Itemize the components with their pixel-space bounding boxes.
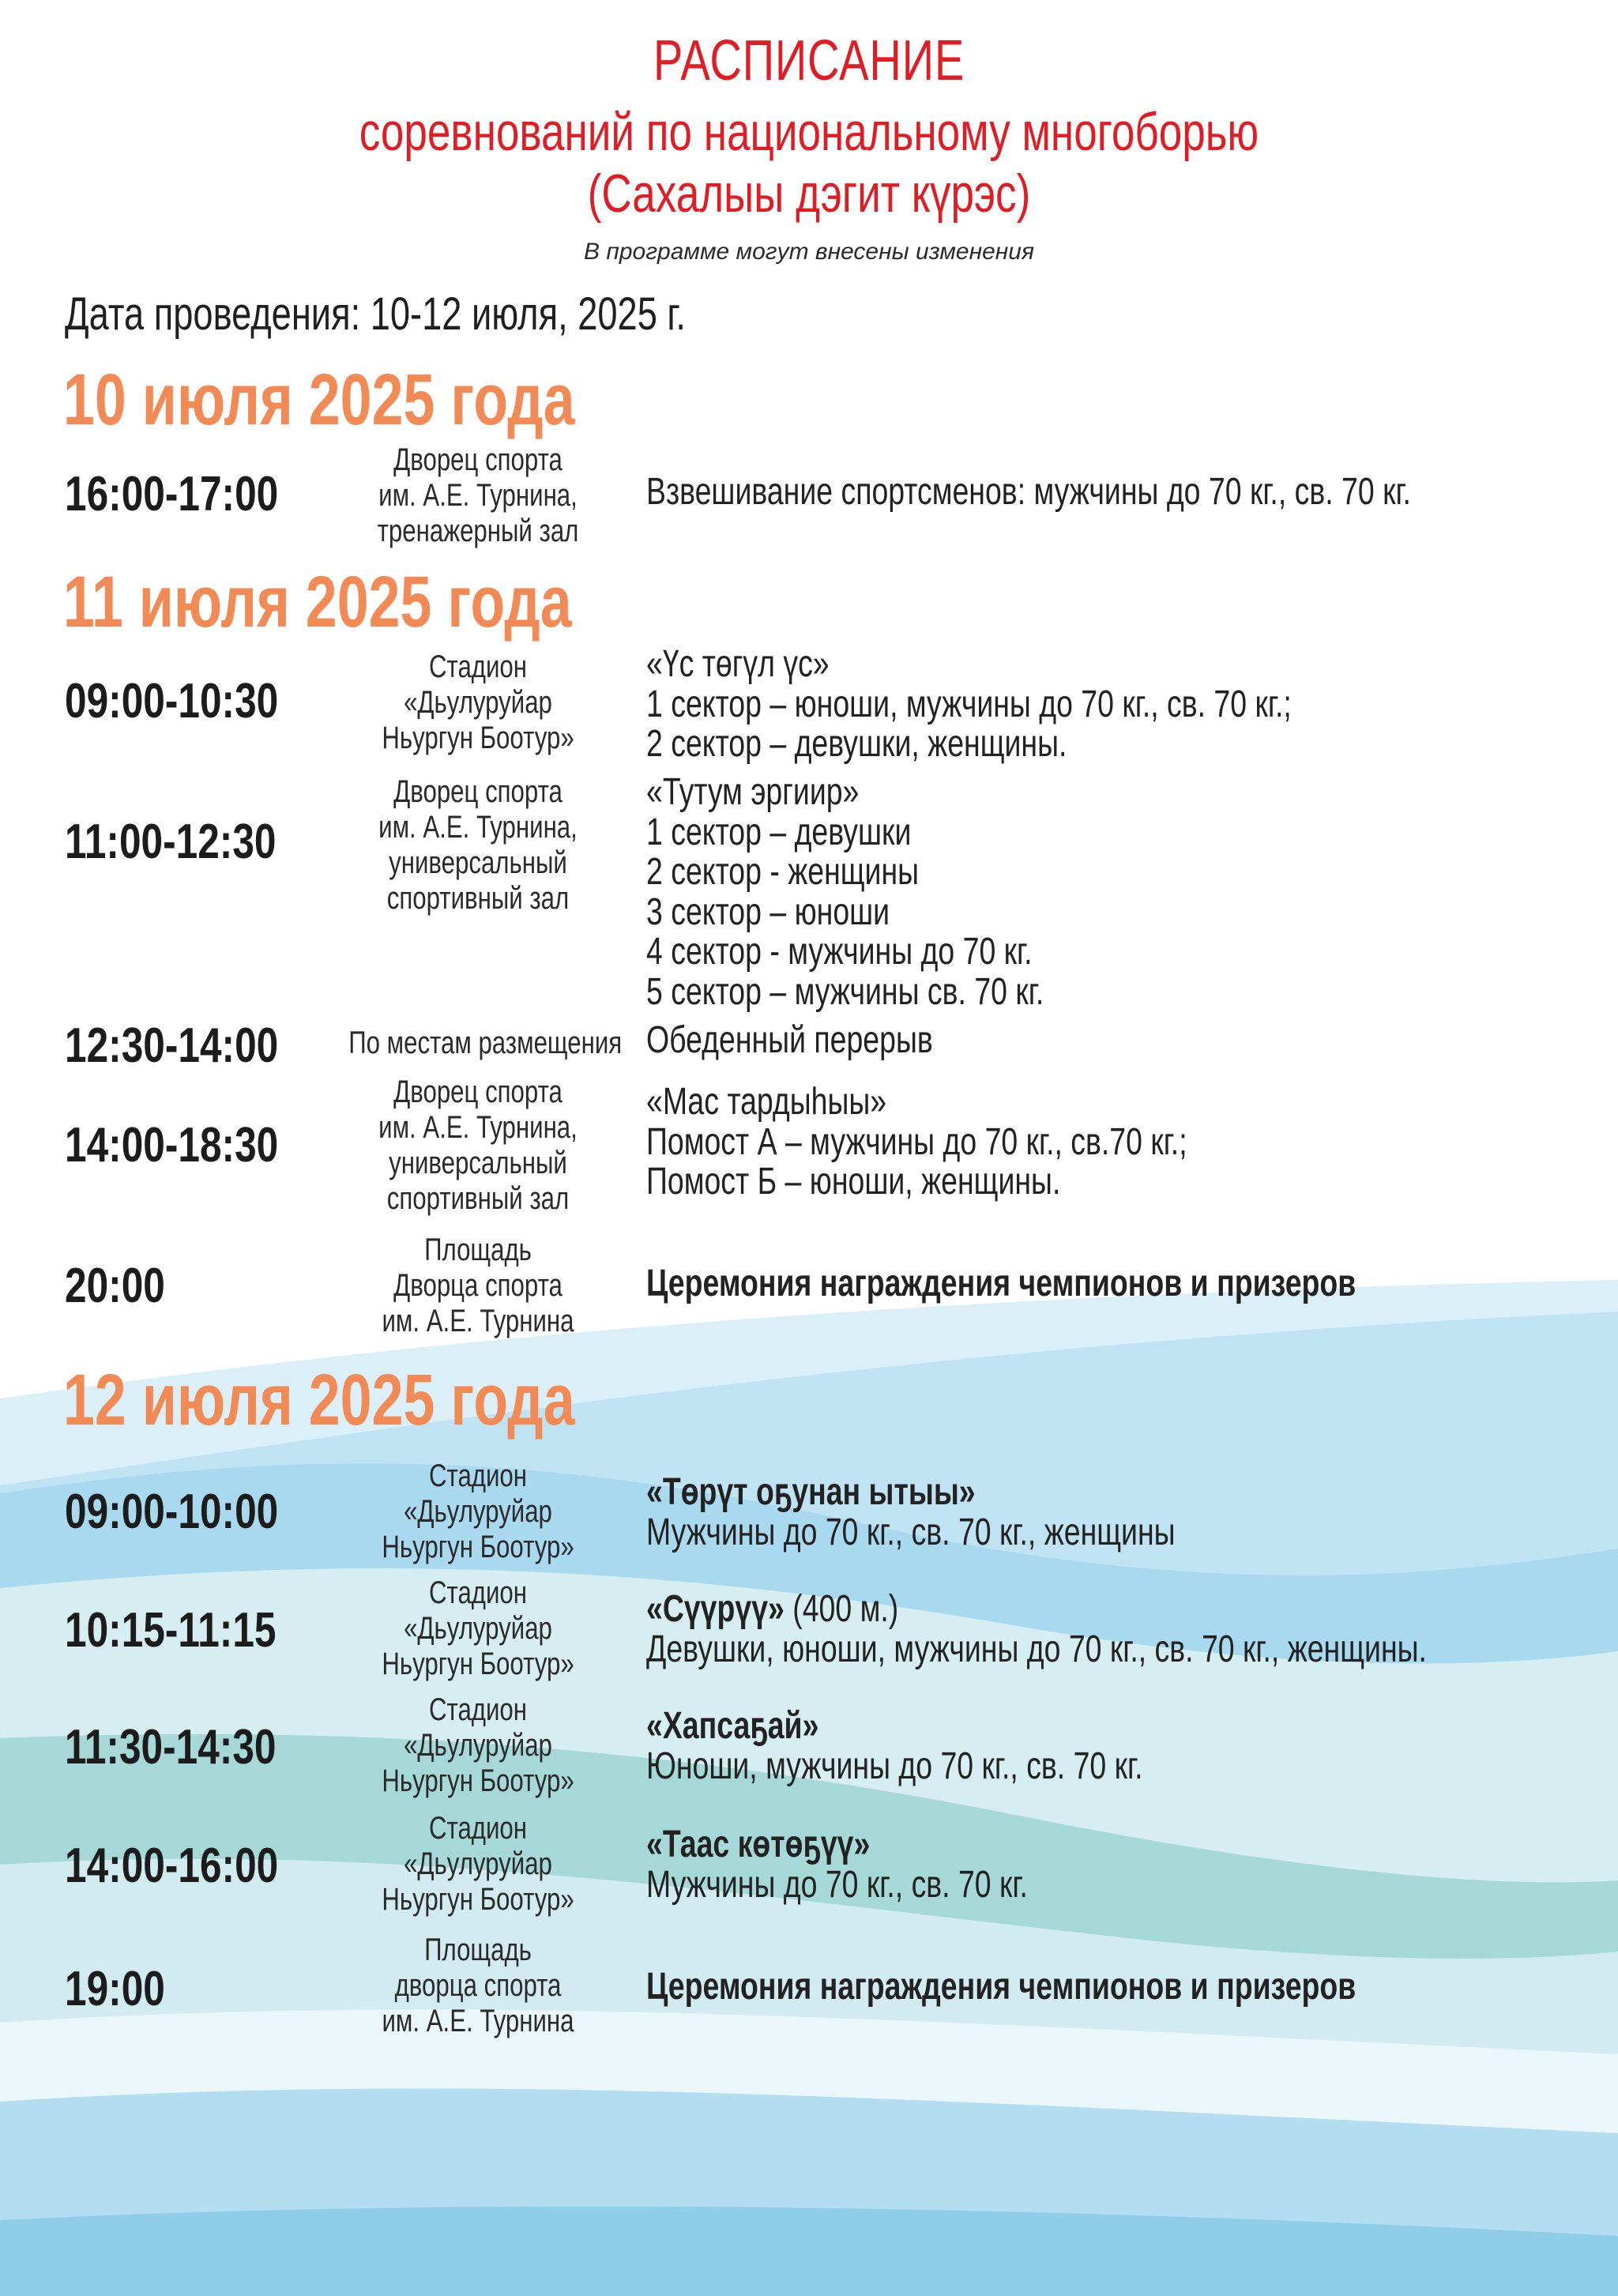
day-title: 11 июля 2025 года: [63, 562, 572, 642]
venue-line: тренажерный зал: [377, 514, 579, 548]
venue-line: Ньургун Боотур»: [382, 1530, 574, 1564]
venue-line: дворца спорта: [394, 1968, 562, 2003]
schedule-details: [646, 1264, 1356, 1304]
schedule-time: 14:00-16:00: [65, 1839, 279, 1893]
event-detail-line: Девушки, юноши, мужчины до 70 кг., св. 70 кг., женщины.: [646, 1628, 1427, 1670]
schedule-time: 20:00: [65, 1259, 165, 1313]
schedule-venue: [348, 649, 608, 756]
schedule-venue: [348, 442, 608, 549]
event-detail-line: 2 сектор – девушки, женщины.: [646, 723, 1067, 765]
schedule-time: 12:30-14:00: [65, 1018, 279, 1073]
venue-line: Стадион: [428, 1811, 528, 1846]
event-heading: [646, 1707, 1143, 1747]
event-heading: [646, 1473, 1176, 1513]
venue-line: По местам размещения: [348, 1026, 623, 1060]
venue-line: «Дьулуруйар: [404, 1846, 552, 1881]
schedule-time: 16:00-17:00: [65, 467, 279, 521]
venue-line: Стадион: [428, 1459, 528, 1493]
venue-line: Дворца спорта: [393, 1268, 563, 1303]
venue-line: им. А.Е. Турнина: [382, 2004, 574, 2038]
venue-line: им. А.Е. Турнина,: [378, 1110, 578, 1145]
event-detail-line: «Үс төгүл үс»: [646, 643, 830, 685]
event-detail-line: «Тутум эргиир»: [646, 771, 860, 813]
venue-line: «Дьулуруйар: [404, 685, 552, 720]
schedule-venue: [348, 774, 608, 917]
venue-line: Площадь: [424, 1933, 532, 1967]
schedule-time: 11:00-12:30: [65, 815, 277, 869]
event-heading-bold: «Сүүрүү»: [646, 1588, 785, 1630]
schedule-time: 09:00-10:00: [65, 1485, 279, 1539]
schedule-details: [646, 1473, 1176, 1553]
venue-line: Стадион: [428, 649, 528, 684]
schedule-venue: [348, 1692, 608, 1799]
event-detail-line: Помост Б – юноши, женщины.: [646, 1161, 1061, 1203]
schedule-venue: [348, 1933, 608, 2039]
venue-line: Дворец спорта: [393, 774, 563, 809]
changes-note: В программе могут внесены изменения: [584, 239, 1034, 265]
page-subtitle-yakut: (Сахалыы дэгит күрэс): [587, 164, 1031, 224]
schedule-details: [646, 645, 1292, 765]
event-detail-line: Взвешивание спортсменов: мужчины до 70 кг., св. 70 кг.: [646, 471, 1411, 513]
event-heading-bold: «Хапсаҕай»: [646, 1705, 819, 1747]
schedule-details: [646, 1021, 933, 1061]
event-heading: [646, 1825, 1028, 1865]
venue-line: Ньургун Боотур»: [382, 1882, 574, 1917]
day-title: 12 июля 2025 года: [63, 1360, 575, 1440]
venue-line: «Дьулуруйар: [404, 1494, 552, 1529]
event-heading: [646, 1590, 1427, 1630]
event-heading-bold: «Таас көтөҕүү»: [646, 1824, 871, 1865]
schedule-time: 10:15-11:15: [65, 1603, 277, 1658]
event-heading-bold: Церемония награждения чемпионов и призеров: [646, 1966, 1356, 2008]
event-detail-line: Мужчины до 70 кг., св. 70 кг., женщины: [646, 1511, 1176, 1553]
venue-line: им. А.Е. Турнина: [382, 1304, 574, 1338]
event-heading-bold: Церемония награждения чемпионов и призеров: [646, 1263, 1356, 1304]
schedule-details: [646, 1082, 1187, 1203]
schedule-details: [646, 1825, 1028, 1905]
venue-line: Ньургун Боотур»: [382, 721, 574, 755]
venue-line: Стадион: [428, 1692, 528, 1727]
venue-line: Стадион: [428, 1575, 528, 1610]
event-detail-line: 5 сектор – мужчины св. 70 кг.: [646, 970, 1044, 1013]
schedule-time: 19:00: [65, 1962, 165, 2016]
event-dates: Дата проведения: 10-12 июля, 2025 г.: [65, 288, 686, 340]
event-detail-line: Обеденный перерыв: [646, 1019, 933, 1061]
event-heading-bold: «Төрүт оҕунан ытыы»: [646, 1471, 976, 1513]
schedule-time: 11:30-14:30: [65, 1720, 277, 1775]
page-subtitle: соревнований по национальному многоборью: [359, 102, 1259, 162]
schedule-time: 09:00-10:30: [65, 674, 279, 728]
page-title: РАСПИСАНИЕ: [653, 29, 965, 92]
schedule-venue: [348, 1075, 608, 1217]
event-heading-suffix: (400 м.): [784, 1588, 899, 1630]
day-title: 10 июля 2025 года: [63, 359, 575, 440]
event-detail-line: 2 сектор - женщины: [646, 851, 920, 893]
venue-line: им. А.Е. Турнина,: [378, 810, 578, 845]
schedule-details: [646, 1707, 1143, 1786]
event-detail-line: Помост А – мужчины до 70 кг., св.70 кг.;: [646, 1120, 1187, 1163]
event-heading: [646, 1264, 1356, 1304]
schedule-details: [646, 773, 1044, 1012]
event-detail-line: Юноши, мужчины до 70 кг., св. 70 кг.: [646, 1745, 1143, 1787]
schedule-time: 14:00-18:30: [65, 1118, 279, 1172]
venue-line: Дворец спорта: [393, 442, 563, 477]
venue-line: «Дьулуруйар: [404, 1611, 552, 1646]
venue-line: Ньургун Боотур»: [382, 1647, 574, 1681]
schedule-details: [646, 472, 1411, 513]
venue-line: спортивный зал: [386, 1181, 570, 1216]
schedule-venue: [348, 1811, 608, 1918]
venue-line: универсальный: [389, 1146, 567, 1180]
event-detail-line: 1 сектор – девушки: [646, 811, 912, 853]
schedule-venue: [348, 1026, 623, 1061]
event-detail-line: 4 сектор - мужчины до 70 кг.: [646, 931, 1033, 973]
venue-line: спортивный зал: [386, 881, 570, 916]
venue-line: «Дьулуруйар: [404, 1728, 552, 1763]
venue-line: им. А.Е. Турнина,: [378, 478, 578, 513]
venue-line: Ньургун Боотур»: [382, 1763, 574, 1798]
event-detail-line: «Мас тардыһыы»: [646, 1081, 887, 1123]
schedule-venue: [348, 1575, 608, 1682]
event-detail-line: 1 сектор – юноши, мужчины до 70 кг., св. 70 кг.;: [646, 683, 1292, 725]
schedule-venue: [348, 1459, 608, 1565]
event-detail-line: 3 сектор – юноши: [646, 890, 890, 933]
schedule-venue: [348, 1233, 608, 1339]
venue-line: Площадь: [424, 1233, 532, 1267]
schedule-details: [646, 1590, 1427, 1669]
event-detail-line: Мужчины до 70 кг., св. 70 кг.: [646, 1863, 1028, 1906]
event-heading: [646, 1967, 1356, 2008]
schedule-details: [646, 1967, 1356, 2008]
venue-line: Дворец спорта: [393, 1075, 563, 1109]
venue-line: универсальный: [389, 845, 567, 880]
